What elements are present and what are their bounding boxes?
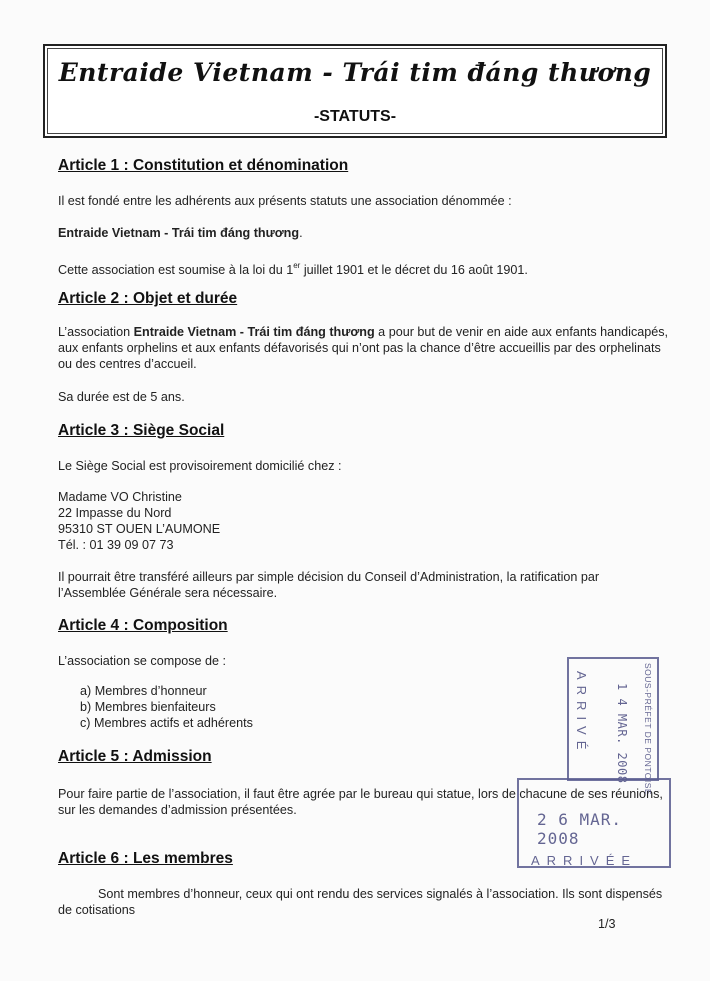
stamp-1-date: 1 4 MAR. 2008 [615,683,629,784]
address-line-1: Madame VO Christine [58,490,182,504]
article-2-para-1 [58,324,670,372]
article-3-para-1: Le Siège Social est provisoirement domicilié chez : [58,459,342,473]
arrival-stamp-2 [517,778,671,868]
article-2-bold-name: Entraide Vietnam - Trái tim đáng thương [133,325,375,339]
page-number: 1/3 [598,917,616,931]
stamp-1-label: ARRIVÉ [574,671,589,756]
article-1-name [58,225,670,241]
composition-item-a: a) Membres d’honneur [80,684,207,698]
association-name: Entraide Vietnam - Trái tim đáng thương [58,226,300,240]
address-line-2: 22 Impasse du Nord [58,506,172,520]
article-1-heading: Article 1 : Constitution et dénomination [58,157,349,174]
article-5-heading: Article 5 : Admission [58,748,212,765]
association-title: Entraide Vietnam - Trái tim đáng thương [58,58,652,87]
article-5-para-1: Pour faire partie de l’association, il faut être agrée par le bureau qui statue, lors de chacune de ses réunions, sur les demandes d’admission présentées. [58,787,663,817]
law-text-start: Cette association est soumise à la loi du 1 [58,263,294,277]
law-superscript: er [293,261,301,270]
title-box [43,44,667,138]
article-3-para-2: Il pourrait être transféré ailleurs par simple décision du Conseil d’Administration, la ratification par l’Assemblée Générale sera nécessaire. [58,570,600,600]
composition-item-b: b) Membres bienfaiteurs [80,700,216,714]
address-line-3: 95310 ST OUEN L’AUMONE [58,522,221,536]
article-6-para-1: Sont membres d’honneur, ceux qui ont rendu des services signalés à l’association. Ils sont dispensés de cotisations [58,887,663,917]
article-2-heading: Article 2 : Objet et durée [58,290,238,307]
address-phone: Tél. : 01 39 09 07 73 [58,538,174,552]
article-2-para-2: Sa durée est de 5 ans. [58,390,185,404]
article-6-heading: Article 6 : Les membres [58,850,233,867]
article-2-text-a: L’association [58,325,134,339]
article-1-para-1: Il est fondé entre les adhérents aux présents statuts une association dénommée : [58,194,512,208]
stamp-2-label: ARRIVÉE [531,853,638,868]
article-4-heading: Article 4 : Composition [58,617,228,634]
article-3-heading: Article 3 : Siège Social [58,422,225,439]
stamp-org: SOUS-PRÉFET DE PONTOISE [643,663,653,796]
composition-item-c: c) Membres actifs et adhérents [80,716,253,730]
article-1-para-3 [58,258,670,278]
article-4-para-1: L’association se compose de : [58,654,227,668]
law-text-end: juillet 1901 et le décret du 16 août 1901. [300,263,528,277]
association-name-suffix: . [299,226,303,240]
stamp-2-date: 2 6 MAR. 2008 [537,810,623,848]
arrival-stamp-prefecture [567,657,659,796]
article-2-text-b: a pour but de venir en aide aux enfants handicapés, aux enfants orphelins et aux enfants défavorisés qui n’ont pas la chance d’être accueillis par des orphelinats ou des centres d’accueil. [58,325,669,371]
document-subtitle: -STATUTS- [313,108,397,125]
